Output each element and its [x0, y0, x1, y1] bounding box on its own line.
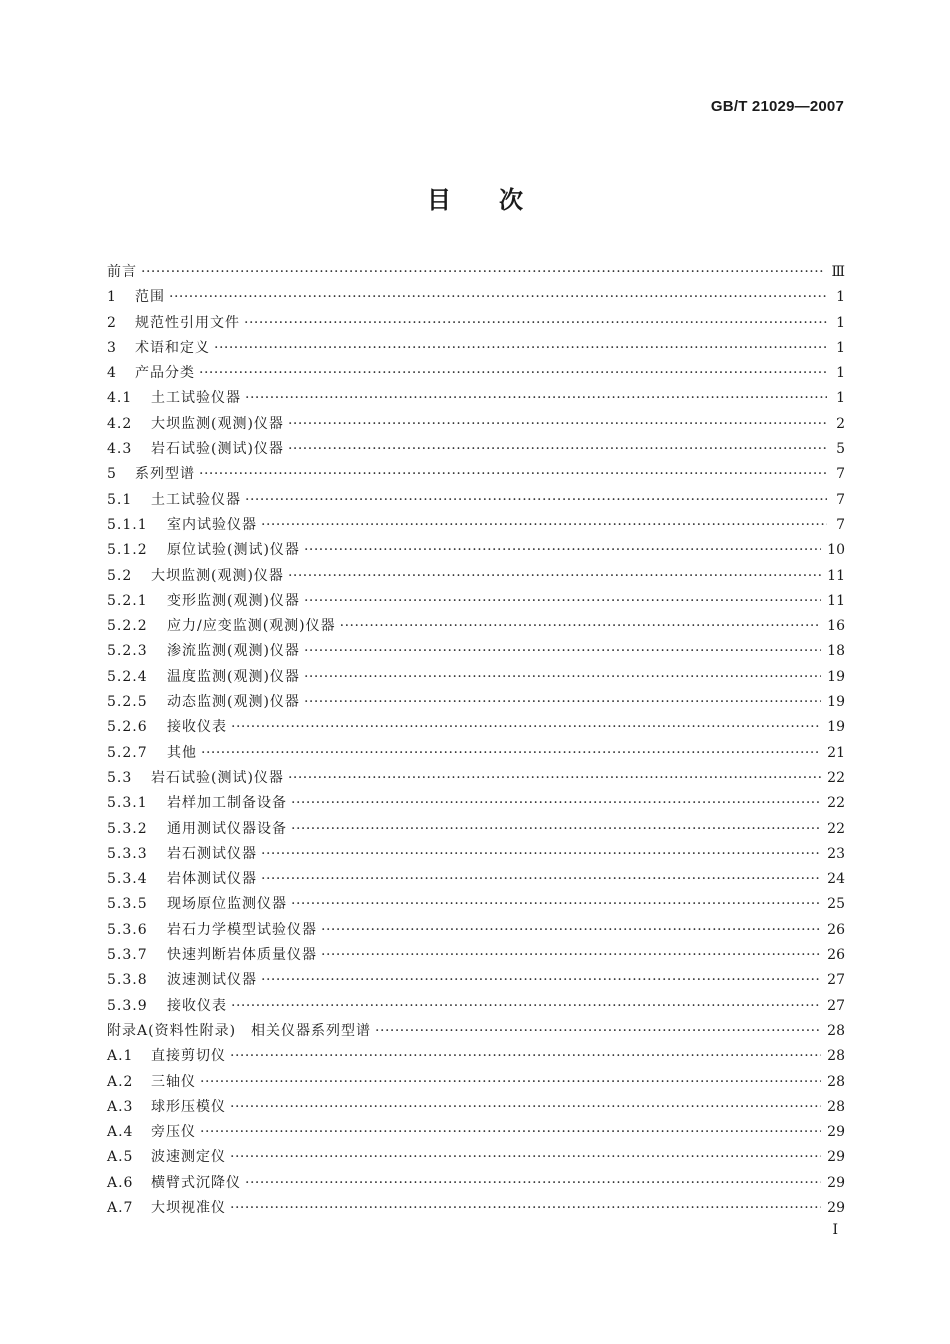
toc-entry-number: A.2 — [107, 1073, 134, 1090]
toc-leader-dots — [321, 943, 821, 968]
toc-entry-page: 22 — [827, 769, 845, 786]
toc-entry[interactable] — [107, 690, 845, 715]
toc-entry-label: 通用测试仪器设备 — [167, 820, 287, 837]
toc-leader-dots — [214, 336, 827, 361]
toc-entry-number: 5.3.7 — [107, 947, 148, 964]
toc-entry-number: A.5 — [107, 1149, 134, 1166]
toc-leader-dots — [304, 589, 821, 614]
toc-entry-label: 岩样加工制备设备 — [167, 795, 287, 812]
page-number: I — [832, 1222, 838, 1238]
toc-entry-label: 横臂式沉降仪 — [151, 1174, 241, 1191]
toc-entry-page: 29 — [827, 1124, 845, 1141]
page-title: 目次 — [427, 186, 571, 214]
toc-leader-dots — [230, 1044, 821, 1069]
toc-entry-number: 5.3.8 — [107, 972, 148, 989]
toc-entry-number: 3 — [107, 339, 117, 356]
toc-entry-label: 接收仪表 — [167, 719, 227, 736]
toc-leader-dots — [199, 462, 827, 487]
toc-entry-label: 产品分类 — [135, 365, 195, 382]
toc-entry-label: 温度监测(观测)仪器 — [167, 668, 300, 685]
toc-entry[interactable] — [107, 412, 845, 437]
toc-entry-label: 岩石力学模型试验仪器 — [167, 921, 317, 938]
toc-entry-page: 27 — [827, 997, 845, 1014]
toc-entry[interactable] — [107, 1019, 845, 1044]
toc-entry-page: 28 — [827, 1098, 845, 1115]
toc-entry-label: 岩石试验(测试)仪器 — [151, 769, 284, 786]
toc-entry-label: 大坝监测(观测)仪器 — [151, 567, 284, 584]
toc-entry-number: 5.3.2 — [107, 820, 148, 837]
toc-entry-label: 变形监测(观测)仪器 — [167, 592, 300, 609]
toc-entry-page: 2 — [836, 415, 845, 432]
toc-entry-number: A.3 — [107, 1098, 134, 1115]
toc-entry-number: A.4 — [107, 1124, 134, 1141]
toc-leader-dots — [231, 994, 821, 1019]
toc-entry-number: A.1 — [107, 1048, 134, 1065]
toc-entry-label: 大坝监测(观测)仪器 — [151, 415, 284, 432]
toc-entry-number: 5.3.1 — [107, 795, 148, 812]
toc-leader-dots — [304, 538, 821, 563]
toc-entry-page: 22 — [827, 795, 845, 812]
toc-entry[interactable] — [107, 817, 845, 842]
toc-leader-dots — [375, 1019, 821, 1044]
toc-entry-page: 19 — [827, 694, 845, 711]
toc-entry[interactable] — [107, 361, 845, 386]
toc-entry[interactable] — [107, 1171, 845, 1196]
toc-entry-number: 5.2.3 — [107, 643, 148, 660]
toc-leader-dots — [340, 614, 822, 639]
toc-entry-label: 大坝视准仪 — [151, 1199, 226, 1216]
toc-entry-page: 29 — [827, 1149, 845, 1166]
toc-entry-label: 渗流监测(观测)仪器 — [167, 643, 300, 660]
toc-entry-label: 波速测定仪 — [151, 1149, 226, 1166]
toc-entry[interactable] — [107, 386, 845, 411]
toc-entry-label: 系列型谱 — [135, 466, 195, 483]
toc-leader-dots — [230, 1145, 821, 1170]
toc-entry-page: 29 — [827, 1174, 845, 1191]
toc-entry-page: 7 — [836, 466, 845, 483]
toc-entry-number: 4 — [107, 365, 117, 382]
toc-entry-number: 1 — [107, 289, 117, 306]
toc-entry[interactable] — [107, 842, 845, 867]
toc-entry[interactable] — [107, 639, 845, 664]
toc-entry-label: 旁压仪 — [151, 1124, 196, 1141]
toc-entry[interactable] — [107, 564, 845, 589]
toc-entry-page: 28 — [827, 1048, 845, 1065]
toc-entry-page: 1 — [836, 365, 845, 382]
toc-entry-number: 5.2.7 — [107, 744, 148, 761]
toc-entry-page: 26 — [827, 921, 845, 938]
toc-entry[interactable] — [107, 336, 845, 361]
toc-leader-dots — [261, 842, 821, 867]
toc-entry-page: 18 — [827, 643, 845, 660]
toc-entry[interactable] — [107, 715, 845, 740]
toc-entry-page: 27 — [827, 972, 845, 989]
toc-entry-page: 19 — [827, 719, 845, 736]
toc-leader-dots — [304, 639, 821, 664]
toc-entry-label: 接收仪表 — [167, 997, 227, 1014]
toc-entry-label: 岩体测试仪器 — [167, 871, 257, 888]
toc-entry-number: 5.2.6 — [107, 719, 148, 736]
toc-leader-dots — [201, 741, 821, 766]
toc-entry-label: 波速测试仪器 — [167, 972, 257, 989]
toc-leader-dots — [261, 867, 821, 892]
toc-entry[interactable] — [107, 488, 845, 513]
toc-entry-number: A.7 — [107, 1199, 134, 1216]
toc-leader-dots — [245, 488, 827, 513]
toc-entry[interactable] — [107, 1120, 845, 1145]
toc-entry-label: 岩石测试仪器 — [167, 845, 257, 862]
toc-entry-page: 7 — [836, 491, 845, 508]
toc-entry[interactable] — [107, 285, 845, 310]
toc-entry-label: 岩石试验(测试)仪器 — [151, 441, 284, 458]
toc-leader-dots — [261, 968, 821, 993]
toc-entry-page: 29 — [827, 1199, 845, 1216]
toc-entry-page: 11 — [827, 567, 845, 584]
toc-leader-dots — [291, 817, 821, 842]
toc-entry-label: 范围 — [135, 289, 165, 306]
toc-leader-dots — [245, 1171, 821, 1196]
toc-entry-page: 19 — [827, 668, 845, 685]
toc-entry-page: 10 — [827, 542, 845, 559]
toc-entry-number: 5.3 — [107, 769, 133, 786]
toc-leader-dots — [288, 766, 821, 791]
toc-entry[interactable] — [107, 311, 845, 336]
toc-entry-page: 1 — [836, 289, 845, 306]
toc-leader-dots — [261, 513, 827, 538]
toc-entry[interactable] — [107, 1095, 845, 1120]
toc-leader-dots — [141, 260, 825, 285]
toc-entry[interactable] — [107, 589, 845, 614]
toc-entry-label: 直接剪切仪 — [151, 1048, 226, 1065]
toc-entry-label: 现场原位监测仪器 — [167, 896, 287, 913]
toc-entry[interactable] — [107, 791, 845, 816]
toc-entry-number: 5.2.2 — [107, 618, 148, 635]
toc-entry-number: 5.2.5 — [107, 694, 148, 711]
toc-entry-page: 26 — [827, 947, 845, 964]
toc-leader-dots — [200, 1120, 821, 1145]
toc-entry-number: 5.1 — [107, 491, 133, 508]
toc-entry-number: 5.3.5 — [107, 896, 148, 913]
toc-entry-label: 快速判断岩体质量仪器 — [167, 947, 317, 964]
toc-entry-number: 5 — [107, 466, 117, 483]
toc-entry-page: Ⅲ — [831, 264, 845, 280]
toc-entry-label: 附录A(资料性附录) 相关仪器系列型谱 — [107, 1022, 372, 1039]
toc-entry-number: 4.1 — [107, 390, 133, 407]
toc-entry-page: 25 — [827, 896, 845, 913]
toc-entry-label: 球形压模仪 — [151, 1098, 226, 1115]
toc-entry[interactable] — [107, 260, 845, 285]
toc-entry-page: 1 — [836, 314, 845, 331]
toc-entry[interactable] — [107, 943, 845, 968]
toc-leader-dots — [291, 791, 821, 816]
toc-entry-label: 规范性引用文件 — [135, 314, 240, 331]
toc-entry-page: 24 — [827, 871, 845, 888]
toc-entry-label: 应力/应变监测(观测)仪器 — [167, 618, 336, 635]
toc-leader-dots — [288, 564, 821, 589]
toc-leader-dots — [288, 437, 827, 462]
toc-entry-number: 2 — [107, 314, 117, 331]
toc-entry-number: 5.1.2 — [107, 542, 148, 559]
toc-leader-dots — [245, 386, 827, 411]
toc-entry-label: 土工试验仪器 — [151, 491, 241, 508]
toc-entry[interactable] — [107, 437, 845, 462]
toc-entry-page: 28 — [827, 1022, 845, 1039]
toc-entry-number: 5.3.6 — [107, 921, 148, 938]
toc-entry-label: 原位试验(测试)仪器 — [167, 542, 300, 559]
toc-entry[interactable] — [107, 462, 845, 487]
toc-entry-page: 11 — [827, 592, 845, 609]
toc-entry[interactable] — [107, 1196, 845, 1221]
toc-entry-number: 5.2.4 — [107, 668, 148, 685]
toc-entry[interactable] — [107, 968, 845, 993]
toc-entry[interactable] — [107, 665, 845, 690]
toc-entry-label: 土工试验仪器 — [151, 390, 241, 407]
toc-entry-number: 5.3.9 — [107, 997, 148, 1014]
toc-leader-dots — [230, 1095, 821, 1120]
toc-leader-dots — [244, 311, 827, 336]
toc-entry[interactable] — [107, 892, 845, 917]
toc-entry-label: 三轴仪 — [151, 1073, 196, 1090]
toc-entry-page: 5 — [836, 441, 845, 458]
toc-entry-page: 28 — [827, 1073, 845, 1090]
toc-entry-number: 4.3 — [107, 441, 133, 458]
toc-leader-dots — [304, 690, 821, 715]
toc-entry[interactable] — [107, 614, 845, 639]
toc-leader-dots — [199, 361, 827, 386]
toc-entry-page: 22 — [827, 820, 845, 837]
toc-entry-number: 5.2.1 — [107, 592, 148, 609]
toc-entry[interactable] — [107, 538, 845, 563]
toc-leader-dots — [231, 715, 821, 740]
toc-entry-page: 23 — [827, 845, 845, 862]
toc-entry[interactable] — [107, 867, 845, 892]
toc-entry-label: 动态监测(观测)仪器 — [167, 694, 300, 711]
toc-entry[interactable] — [107, 994, 845, 1019]
toc-leader-dots — [169, 285, 827, 310]
toc-entry-page: 21 — [827, 744, 845, 761]
toc-leader-dots — [288, 412, 827, 437]
toc-entry-number: 5.1.1 — [107, 516, 148, 533]
standard-number: GB/T 21029—2007 — [710, 98, 844, 115]
toc-entry[interactable] — [107, 1070, 845, 1095]
toc-entry-number: 5.3.4 — [107, 871, 148, 888]
table-of-contents — [107, 260, 845, 1221]
toc-entry-page: 1 — [836, 390, 845, 407]
toc-entry-number: 5.2 — [107, 567, 133, 584]
toc-entry-label: 室内试验仪器 — [167, 516, 257, 533]
toc-leader-dots — [321, 918, 821, 943]
toc-entry[interactable] — [107, 1145, 845, 1170]
toc-entry-label: 术语和定义 — [135, 339, 210, 356]
toc-leader-dots — [230, 1196, 821, 1221]
toc-entry[interactable] — [107, 918, 845, 943]
toc-leader-dots — [200, 1070, 821, 1095]
toc-entry[interactable] — [107, 513, 845, 538]
toc-entry-page: 7 — [836, 516, 845, 533]
toc-entry-label: 其他 — [167, 744, 197, 761]
toc-entry-number: 5.3.3 — [107, 845, 148, 862]
toc-entry[interactable] — [107, 1044, 845, 1069]
toc-entry-number: 4.2 — [107, 415, 133, 432]
toc-leader-dots — [291, 892, 821, 917]
toc-entry-page: 1 — [836, 339, 845, 356]
toc-entry-number: A.6 — [107, 1174, 134, 1191]
toc-entry[interactable] — [107, 741, 845, 766]
toc-entry[interactable] — [107, 766, 845, 791]
toc-entry-page: 16 — [827, 618, 845, 635]
toc-entry-label: 前言 — [107, 264, 137, 280]
toc-leader-dots — [304, 665, 821, 690]
